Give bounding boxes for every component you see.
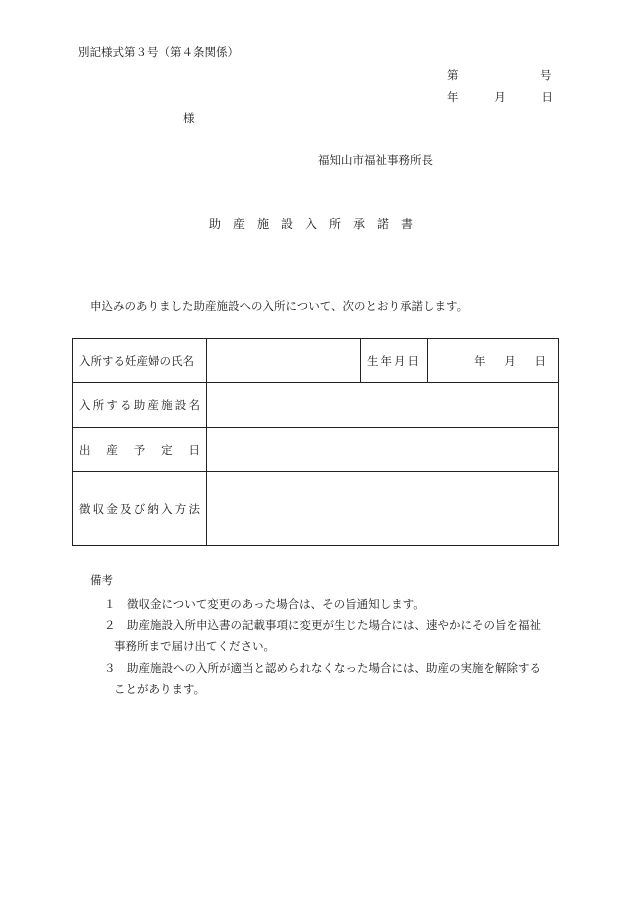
- name-value: [207, 339, 361, 383]
- issue-date-line: [447, 89, 553, 105]
- birthdate-value: [428, 339, 559, 383]
- birth-month: 月: [504, 353, 516, 368]
- issuer-name: 福知山市福祉事務所長: [318, 153, 433, 167]
- issue-date-month: 月: [494, 90, 506, 104]
- payment-label: 徴収金及び納入方法: [73, 472, 207, 546]
- due-date-value: [207, 428, 559, 472]
- issue-date-year: 年: [447, 90, 459, 104]
- addressee-suffix: 様: [183, 111, 195, 125]
- facility-label: 入所する助産施設名: [73, 383, 207, 428]
- due-date-label: 出産予定日: [73, 428, 207, 472]
- form-label: 別記様式第３号（第４条関係）: [78, 45, 239, 59]
- birth-year: 年: [474, 353, 486, 368]
- note-item-1: １ 徴収金について変更のあった場合は、その旨通知します。: [104, 597, 425, 611]
- table-row: [73, 428, 559, 472]
- birthdate-label: 生年月日: [361, 339, 428, 383]
- note-item-3-cont: ことがあります。: [114, 682, 206, 696]
- doc-number-prefix: 第: [447, 68, 459, 82]
- document-title: 助産施設入所承諾書: [208, 217, 425, 231]
- approval-form-table: [72, 338, 559, 546]
- intro-text: 申込みのありました助産施設への入所について、次のとおり承諾します。: [90, 299, 469, 313]
- table-row: [73, 383, 559, 428]
- payment-value: [207, 472, 559, 546]
- table-row: [73, 472, 559, 546]
- note-item-3: ３ 助産施設への入所が適当と認められなくなった場合には、助産の実施を解除する: [104, 661, 541, 675]
- table-row: [73, 339, 559, 383]
- facility-value: [207, 383, 559, 428]
- name-label: 入所する妊産婦の氏名: [73, 339, 207, 383]
- issue-date-day: 日: [541, 90, 553, 104]
- notes-heading: 備考: [90, 573, 113, 587]
- doc-number-suffix: 号: [540, 68, 552, 82]
- note-item-2-cont: 事務所まで届け出てください。: [114, 639, 275, 653]
- birth-day: 日: [534, 353, 546, 368]
- note-item-2: ２ 助産施設入所申込書の記載事項に変更が生じた場合には、速やかにその旨を福祉: [104, 618, 541, 632]
